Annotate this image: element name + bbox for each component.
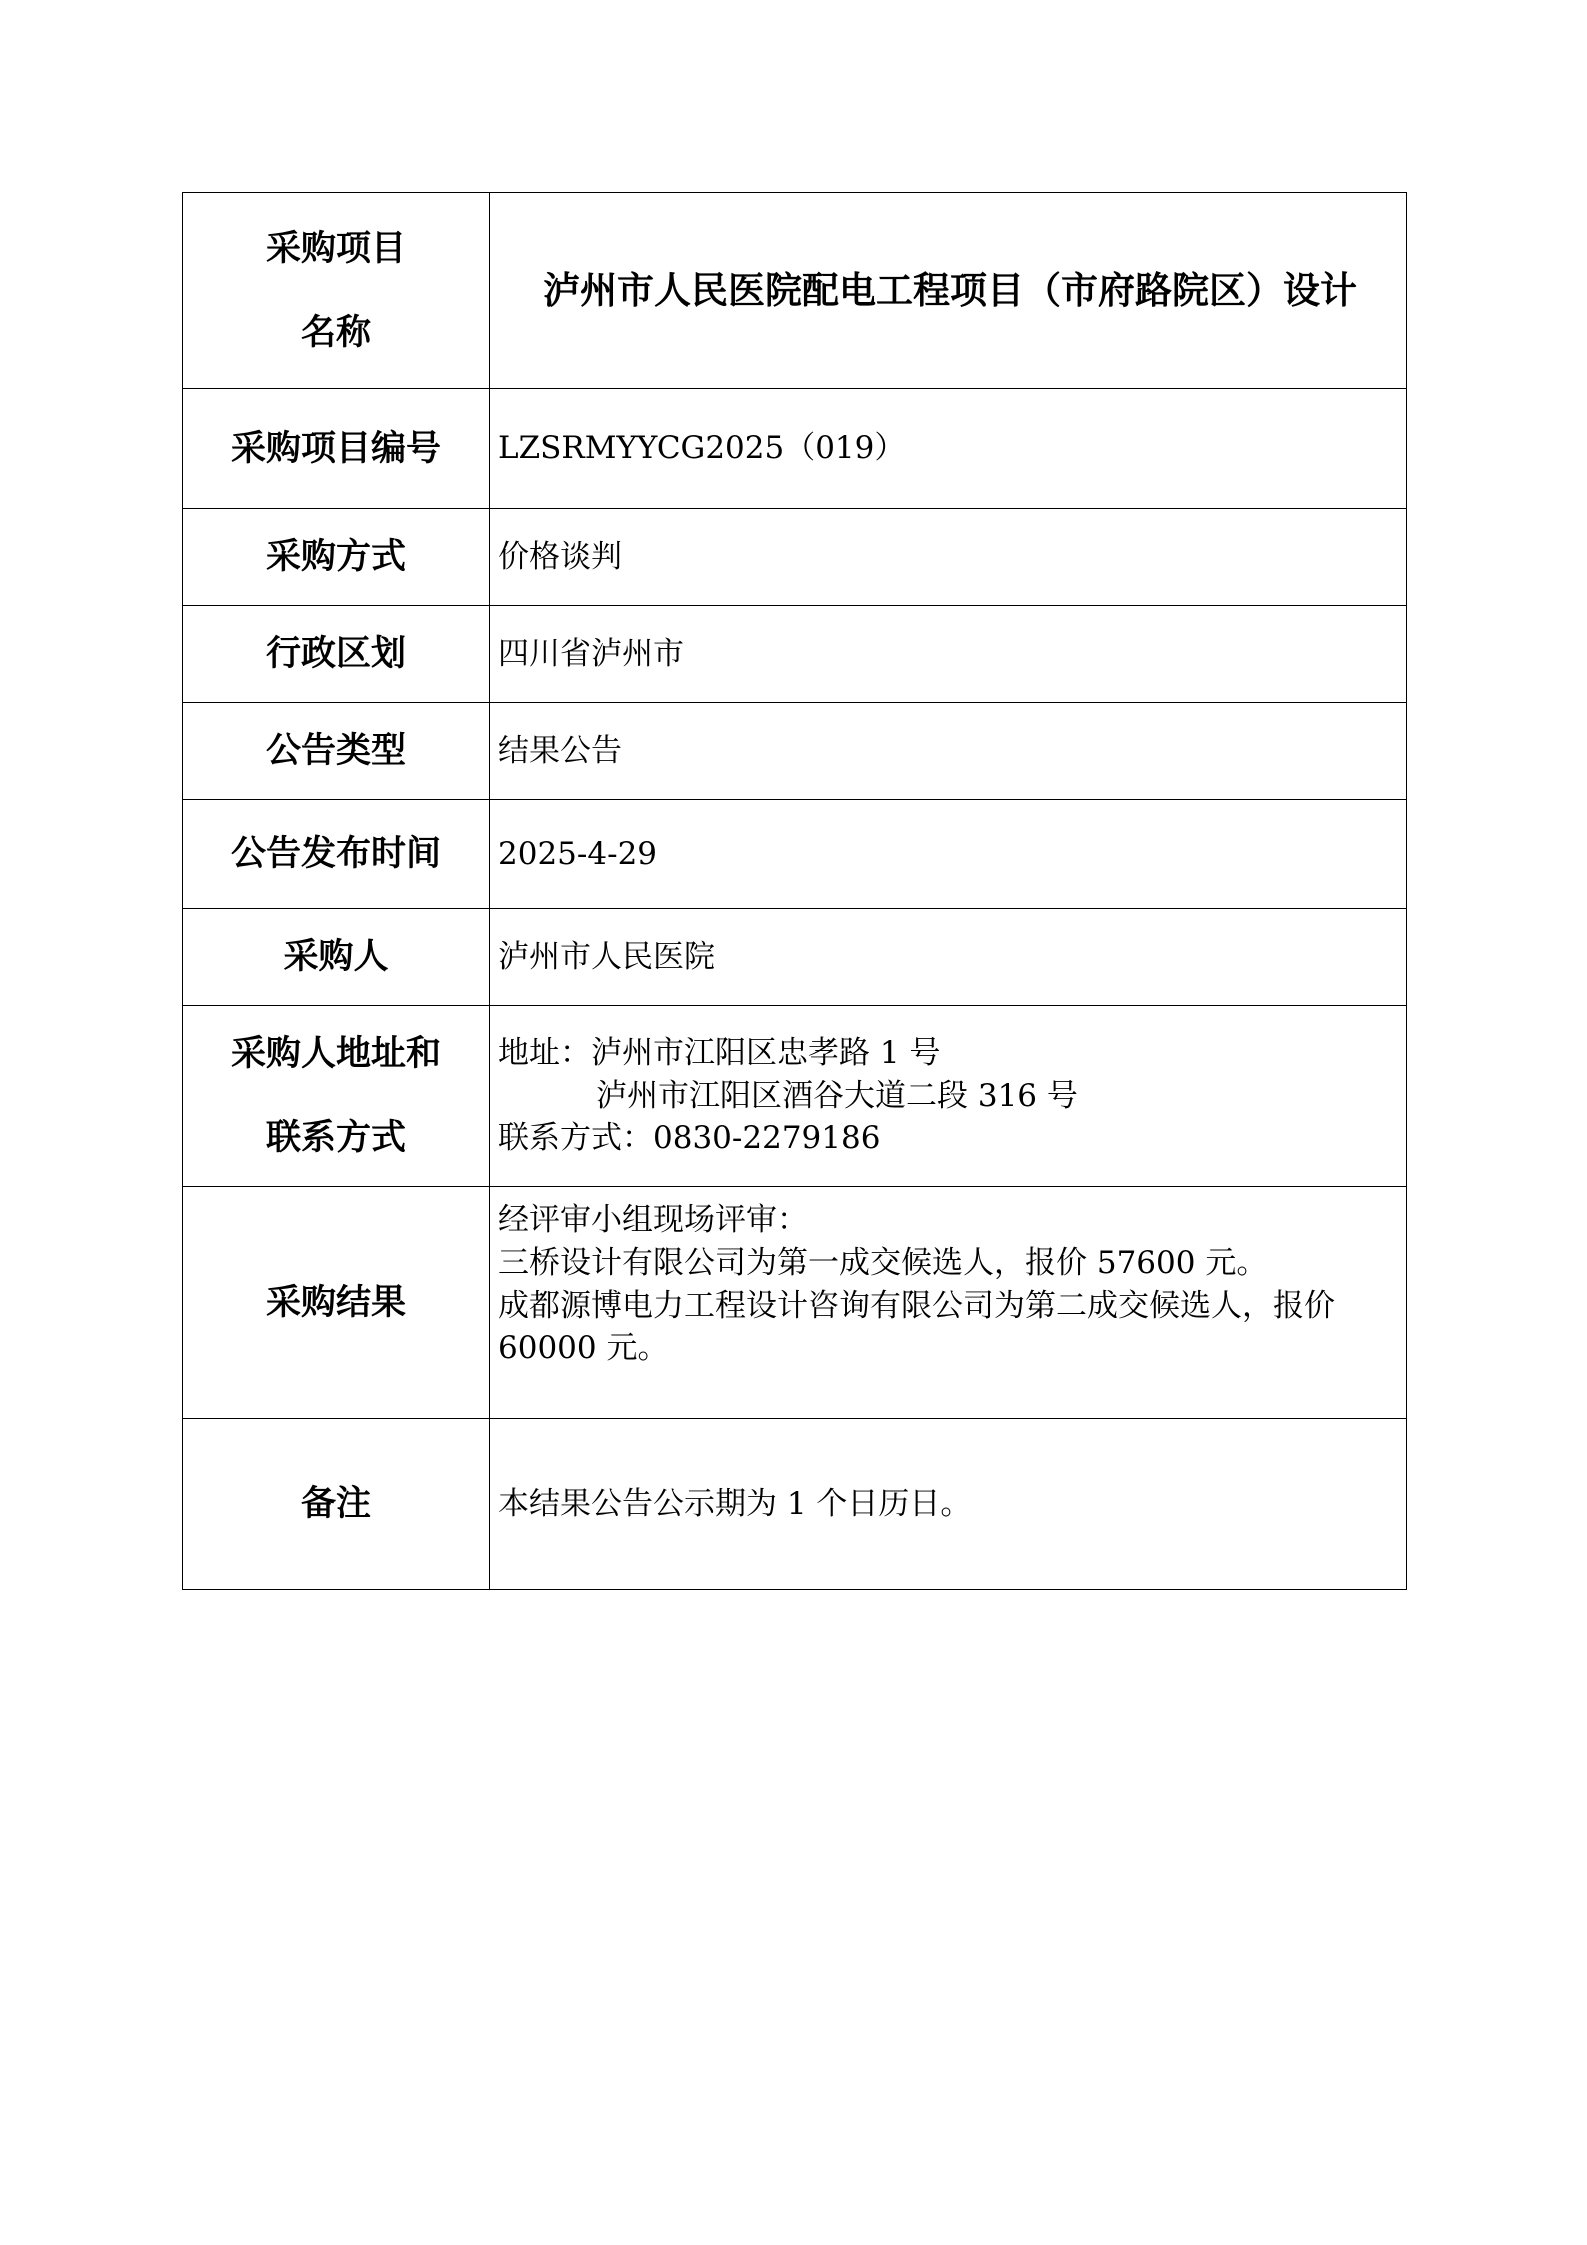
remarks-label: 备注 (183, 1419, 490, 1590)
result-line-2: 三桥设计有限公司为第一成交候选人，报价 57600 元。 (498, 1244, 1268, 1281)
purchaser-value: 泸州市人民医院 (490, 909, 1407, 1006)
row-project-name (183, 193, 1407, 389)
row-publish-time (183, 800, 1407, 909)
purchaser-contact-label-line1: 采购人地址和 (230, 1033, 441, 1074)
remarks-value: 本结果公告公示期为 1 个日历日。 (490, 1419, 1407, 1590)
project-name-value: 泸州市人民医院配电工程项目（市府路院区）设计 (490, 193, 1407, 389)
publish-time-label: 公告发布时间 (183, 800, 490, 909)
address-line-1: 地址：泸州市江阳区忠孝路 1 号 (498, 1034, 941, 1071)
row-notice-type (183, 703, 1407, 800)
project-name-label-line1: 采购项目 (265, 227, 406, 269)
result-value (490, 1187, 1407, 1419)
row-result (183, 1187, 1407, 1419)
row-purchaser (183, 909, 1407, 1006)
purchaser-contact-value (490, 1006, 1407, 1187)
row-project-number (183, 389, 1407, 509)
address-line-2-wrap (498, 1075, 1400, 1118)
notice-type-label: 公告类型 (183, 703, 490, 800)
procurement-result-table (182, 192, 1407, 1590)
project-number-value: LZSRMYYCG2025（019） (490, 389, 1407, 509)
row-procurement-method (183, 509, 1407, 606)
row-purchaser-contact (183, 1006, 1407, 1187)
purchaser-label: 采购人 (183, 909, 490, 1006)
region-value: 四川省泸州市 (490, 606, 1407, 703)
row-region (183, 606, 1407, 703)
purchaser-contact-label (183, 1006, 490, 1187)
notice-type-value: 结果公告 (490, 703, 1407, 800)
address-line-2: 泸州市江阳区酒谷大道二段 316 号 (596, 1077, 1078, 1114)
row-remarks (183, 1419, 1407, 1590)
procurement-method-value: 价格谈判 (490, 509, 1407, 606)
project-name-label-line2: 名称 (300, 311, 371, 353)
result-line-3: 成都源博电力工程设计咨询有限公司为第二成交候选人，报价 60000 元。 (498, 1287, 1335, 1367)
result-label: 采购结果 (183, 1187, 490, 1419)
procurement-method-label: 采购方式 (183, 509, 490, 606)
publish-time-value: 2025-4-29 (490, 800, 1407, 909)
result-line-1: 经评审小组现场评审： (498, 1202, 808, 1238)
contact-phone-line: 联系方式：0830-2279186 (498, 1120, 881, 1157)
purchaser-contact-label-line2: 联系方式 (265, 1117, 406, 1158)
project-name-label (183, 193, 490, 389)
project-number-label: 采购项目编号 (183, 389, 490, 509)
region-label: 行政区划 (183, 606, 490, 703)
